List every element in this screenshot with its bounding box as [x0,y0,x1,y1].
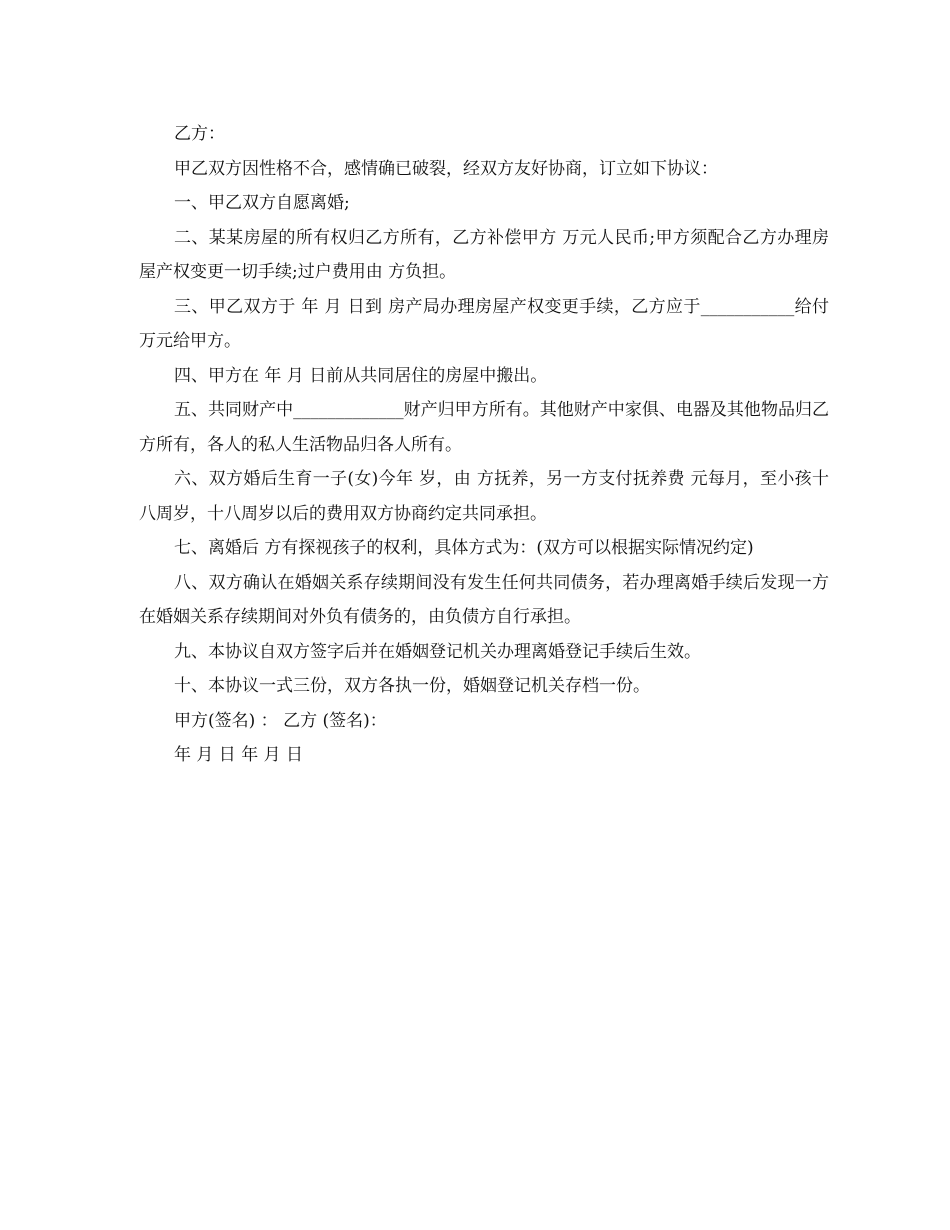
date-line: 年 月 日 年 月 日 [174,745,304,765]
clause-2: 二、某某房屋的所有权归乙方所有，乙方补偿甲方 万元人民币;甲方须配合乙方办理房屋产权变更一切手续;过户费用由 方负担。 [139,227,829,282]
party-b-label: 乙方： [174,124,225,144]
signature-line: 甲方(签名) ： 乙方 (签名)： [174,710,387,731]
clause-4: 四、甲方在 年 月 日前从共同居住的房屋中搬出。 [174,365,548,386]
document-body [139,117,829,773]
clause-5: 五、共同财产中_____________财产归甲方所有。其他财产中家俱、电器及其他物品归乙方所有，各人的私人生活物品归各人所有。 [139,400,829,455]
intro-paragraph: 甲乙双方因性格不合，感情确已破裂，经双方友好协商，订立如下协议： [174,158,718,179]
clause-6: 六、双方婚后生育一子(女)今年 岁，由 方抚养，另一方支付抚养费 元每月，至小孩十八周岁，十八周岁以后的费用双方协商约定共同承担。 [139,469,829,524]
clause-7: 七、离婚后 方有探视孩子的权利，具体方式为：(双方可以根据实际情况约定) [174,538,754,558]
clause-8: 八、双方确认在婚姻关系存续期间没有发生任何共同债务，若办理离婚手续后发现一方在婚姻关系存续期间对外负有债务的，由负债方自行承担。 [139,572,829,627]
clause-3: 三、甲乙双方于 年 月 日到 房产局办理房屋产权变更手续，乙方应于___________给付 万元给甲方。 [139,296,829,351]
clause-1: 一、甲乙双方自愿离婚; [174,193,350,213]
clause-9: 九、本协议自双方签字后并在婚姻登记机关办理离婚登记手续后生效。 [174,641,701,662]
clause-10: 十、本协议一式三份，双方各执一份，婚姻登记机关存档一份。 [174,676,650,696]
